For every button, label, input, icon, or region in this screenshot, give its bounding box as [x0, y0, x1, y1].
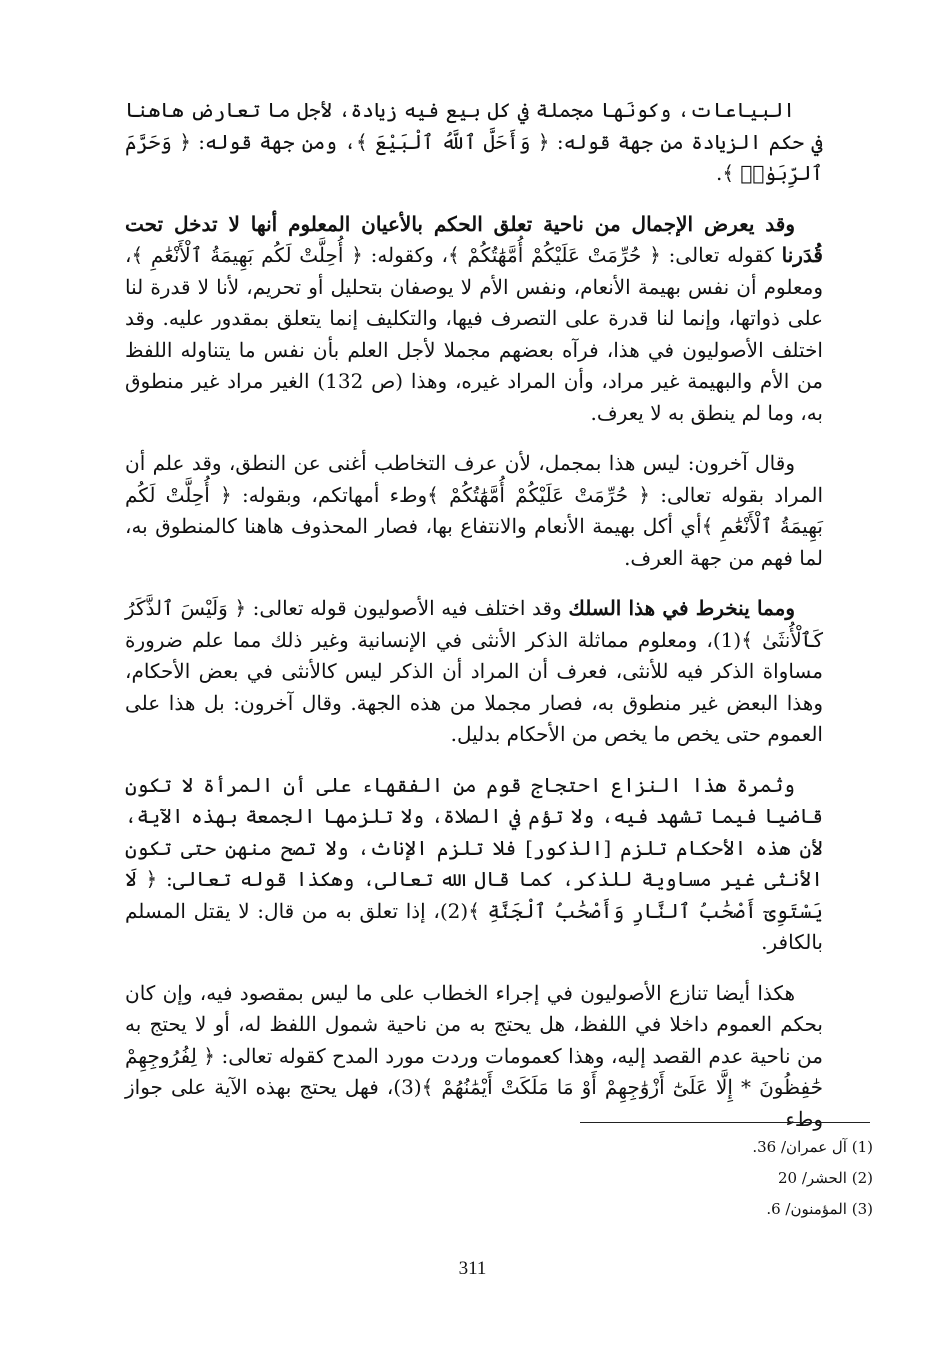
paragraph-text: وثمرة هذا النزاع احتجاج قوم من الفقهاء على أن المرأة لا تكون قاضيا فيما تشهد فيه، ولا تؤم في الصلاة، ولا تلزمها الجمعة بهذه الآية، لأن هذه الأحكام تلزم [الذكور] فلا تلزم الإناث، ولا تصح منهن حتى تكون الأنثى غير مساوية للذكر، كما قال الله تعالى، وهكذا قوله تعالى: ﴿ لَا يَسْتَوِىٓ أَصْحَٰبُ ٱلنَّارِ وَأَصْحَٰبُ ٱلْجَنَّةِ ﴾(2)، إذا تعلق به من قال: لا يقتل المسلم بالكافر. [125, 772, 824, 954]
paragraph-lead: ومما ينخرط في هذا السلك [568, 596, 795, 620]
page-body [125, 95, 823, 1154]
footnote-item: (1) آل عمران/ 36. [752, 1138, 873, 1156]
footnote-divider [580, 1122, 870, 1123]
paragraph-lead: وقد يعرض الإجمال من ناحية تعلق الحكم بالأعيان المعلوم أنها لا تدخل تحت قُدَرنا [125, 211, 823, 267]
paragraph-text: البياعات، وكونَها مجملة في كل بيع فيه زيادة، لأجل ما تعارض هاهنا في حكم الزيادة من جهة قوله: ﴿ وَأَحَلَّ ٱللَّهُ ٱلْبَيْعَ ﴾، ومن جهة قوله: ﴿ وَحَرَّمَ ٱلرِّبَوٰا۟ ﴾. [125, 98, 823, 185]
paragraph-text: وقال آخرون: ليس هذا بمجمل، لأن عرف التخاطب أغنى عن النطق، وقد علم أن المراد بقوله تعالى: ﴿ حُرِّمَتْ عَلَيْكُمْ أُمَّهَٰتُكُمْ ﴾وطء أمهاتكم، وبقوله: ﴿ أُحِلَّتْ لَكُم بَهِيمَةُ ٱلْأَنْعَٰمِ ﴾أي أكل بهيمة الأنعام والانتفاع بها، فصار المحذوف هاهنا كالمنطوق به، لما فهم من جهة العرف. [125, 451, 823, 570]
footnote-item: (3) المؤمنون/ 6. [766, 1200, 873, 1218]
paragraph-text: هكذا أيضا تنازع الأصوليون في إجراء الخطاب على ما ليس بمقصود فيه، وإن كان بحكم العموم داخلا في اللفظ، هل يحتج به من ناحية شمول اللفظ له، أو لا يحتج به من ناحية عدم القصد إليه، وهذا كعمومات وردت مورد المدح كقوله تعالى: ﴿ لِفُرُوجِهِمْ حَٰفِظُونَ * إِلَّا عَلَىٰٓ أَزْوَٰجِهِمْ أَوْ مَا مَلَكَتْ أَيْمَٰنُهُمْ ﴾(3)، فهل يحتج بهذه الآية على جواز وطء [125, 980, 823, 1131]
paragraph-5 [125, 770, 823, 959]
page-number: 311 [458, 1258, 487, 1279]
footnotes [573, 1132, 873, 1225]
paragraph-4 [125, 593, 823, 751]
paragraph-text: وقد اختلف فيه الأصوليون قوله تعالى: ﴿ وَلَيْسَ ٱلذَّكَرُ كَٱلْأُنثَىٰ ﴾(1)، ومعلوم مماثلة الذكر الأنثى في الإنسانية وغير ذلك مما علم ضرورة مساواة الذكر فيه للأنثى، فعرف أن المراد أن الذكر ليس كالأنثى في بعض الأحكام، وهذا البعض غير منطوق به، فصار مجملا من هذه الجهة. وقال آخرون: بل هذا على العموم حتى يخص ما يخص من الأحكام بدليل. [125, 596, 824, 746]
footnote-item: (2) الحشر/ 20 [777, 1169, 873, 1187]
paragraph-1 [125, 95, 823, 190]
paragraph-3 [125, 448, 823, 574]
paragraph-text: كقوله تعالى: ﴿ حُرِّمَتْ عَلَيْكُمْ أُمَّهَٰتُكُمْ ﴾، وكقوله: ﴿ أُحِلَّتْ لَكُم بَهِيمَةُ ٱلْأَنْعَٰمِ ﴾، ومعلوم أن نفس بهيمة الأنعام، ونفس الأم لا يوصفان بتحليل أو تحريم، لأنا لا قدرة لنا على ذواتها، وإنما لنا قدرة على التصرف فيها، والتكليف إنما يتعلق بمقدور عليه. وقد اختلف الأصوليون في هذا، فرآه بعضهم مجملا لأجل العلم بأن نفس ما يتناوله اللفظ من الأم والبهيمة غير مراد، وأن المراد غيره، وهذا (ص 132) الغير مراد غير منطوق به، وما لم ينطق به لا يعرف. [125, 243, 823, 425]
paragraph-2 [125, 209, 823, 430]
paragraph-6 [125, 978, 823, 1136]
